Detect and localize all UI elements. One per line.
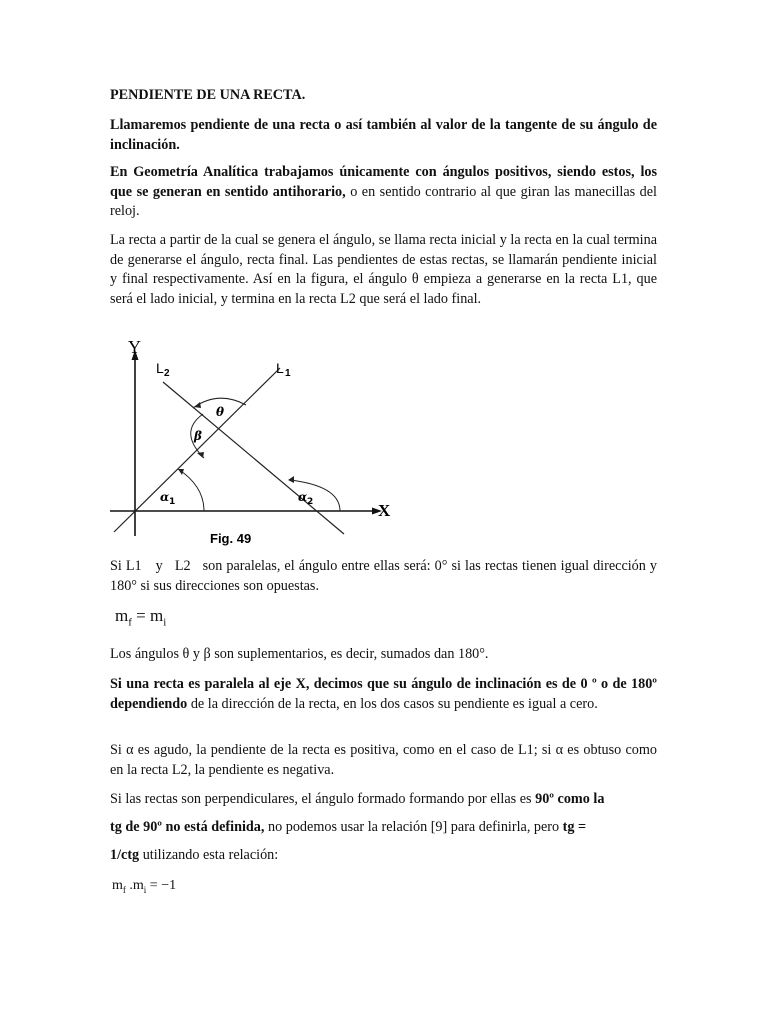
paragraph-ctg [110,846,657,866]
y-axis-label: Y [128,337,141,357]
paragraph-perpendicular [110,790,657,810]
paragraph-acute-obtuse: Si α es agudo, la pendiente de la recta es positiva, como en el caso de L1; si α es obtuso como en la recta L2, la pendiente es negativa. [110,742,657,778]
paragraph-definition [110,116,657,155]
theta-label: θ [216,405,225,419]
beta-label: β [194,429,202,443]
figure-49 [108,336,408,551]
positive-angles-bold: En Geometría Analítica trabajamos únicamente con ángulos positivos, siendo estos, los que se generan en sentido antihorario, [110,164,657,200]
arc-alpha1 [178,469,204,511]
l2-sub: 2 [164,368,170,379]
eq1-equals: = [131,606,150,625]
p9-text: no podemos usar la relación [9] para definirla, pero [264,819,563,835]
p8-text: Si las rectas son perpendiculares, el ángulo formado formando por ellas es [110,791,536,807]
p9-bold-2: tg = [562,819,587,835]
p8-bold: 90º como la [535,791,605,807]
paragraph-parallel [110,557,657,596]
paragraph-tg-undefined [110,818,657,838]
p9-bold: tg de 90º no está definida, [110,819,265,835]
eq1-sub-i: i [163,616,167,629]
paragraph-x-axis [110,675,657,714]
paragraph-supplementary: Los ángulos θ y β son suplementarios, es decir, sumados dan 180°. [110,646,489,662]
figure-caption: Fig. 49 [210,531,252,546]
l1-label: L [276,360,284,376]
alpha2-label: α [298,490,308,504]
eq2-sub-i: i [143,884,147,895]
alpha1-sub: 1 [169,497,176,507]
positive-angles-rest: o en sentido contrario al que giran las manecillas del reloj. [110,183,657,219]
paragraph-positive-angles [110,163,657,222]
equation-parallel [115,606,166,633]
p4-rest: son paralelas, el ángulo entre ellas será: 0° si las rectas tienen igual dirección y 180° si sus direcciones son opuestas. [110,558,658,594]
eq1-m2: m [150,606,164,625]
l1-sub: 1 [285,368,291,379]
equation-perpendicular [112,876,176,900]
eq2-sub-f: f [122,884,126,895]
p4-l2: L2 [174,558,191,574]
eq1-m1: m [115,606,129,625]
eq2-m1: m [112,878,123,893]
alpha2-sub: 2 [307,497,314,507]
p10-bold: 1/ctg [110,847,140,863]
p4-l1: Si L1 [110,558,142,574]
p6-rest: de la dirección de la recta, en los dos casos su pendiente es igual a cero. [187,695,598,712]
p4-y: y [155,558,163,574]
page-title: PENDIENTE DE UNA RECTA. [110,87,306,103]
p10-text: utilizando esta relación: [139,847,279,863]
alpha1-label: α [160,490,170,504]
x-axis-label: X [378,501,391,520]
l2-label: L [156,360,164,376]
p6-bold: Si una recta es paralela al eje X, decimos que su ángulo de inclinación es de 0 º o de 180º dependiendo [110,676,657,712]
paragraph-initial-final: La recta a partir de la cual se genera el ángulo, se llama recta inicial y la recta en la cual termina de generarse el ángulo, recta final. Las pendientes de estas rectas, se llamarán pendiente inicial y final respectivamente. Así en la figura, el ángulo θ empieza a generarse en la recta L1, que será el lado inicial, y termina en la recta L2 que será el lado final. [110,232,657,307]
eq1-sub-f: f [128,616,132,629]
eq2-rest: = −1 [146,878,177,893]
definition-text: Llamaremos pendiente de una recta o así también al valor de la tangente de su ángulo de inclinación. [110,117,657,153]
eq2-dot-m: .m [125,878,144,893]
